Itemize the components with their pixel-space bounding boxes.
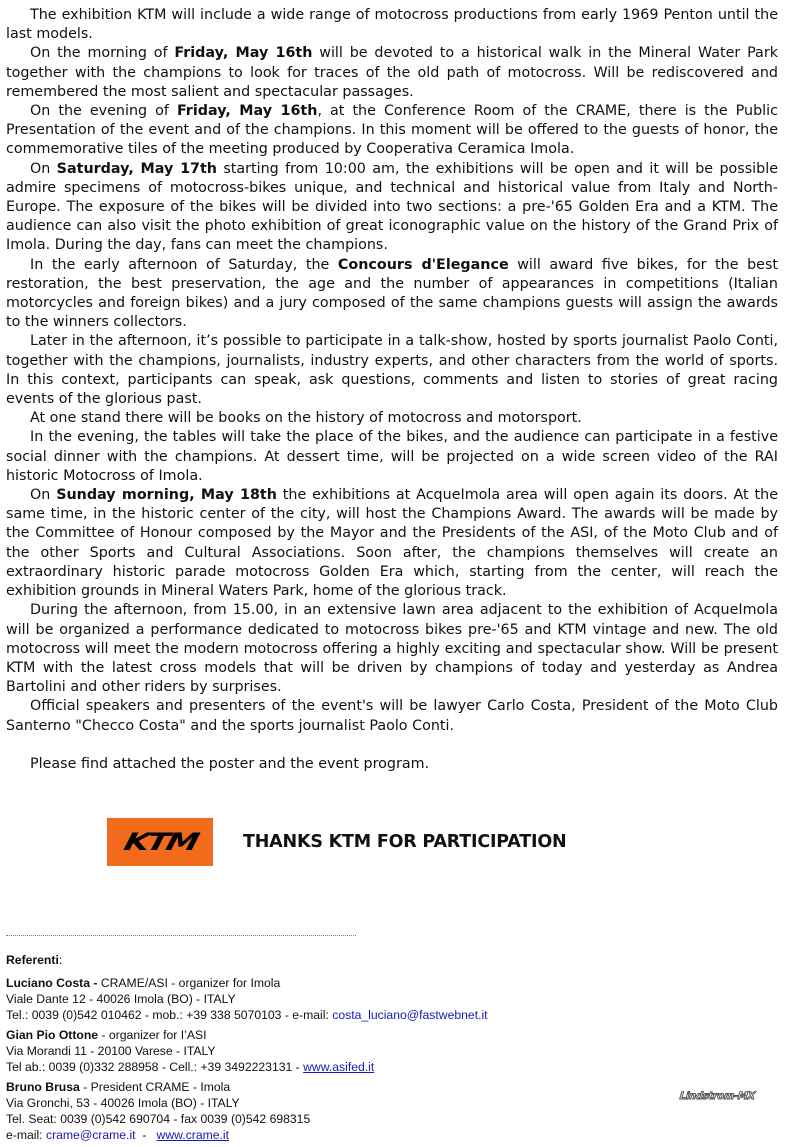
body-paragraph xyxy=(6,486,778,601)
text-run: On the morning of xyxy=(30,45,175,62)
text-run: The exhibition KTM will include a wide range of motocross productions from early 1969 Penton until the last models. xyxy=(6,7,778,43)
body-paragraph xyxy=(6,102,778,160)
contact-block-bruno-brusa xyxy=(6,1079,606,1143)
contact-name-line xyxy=(6,1027,606,1043)
thanks-row xyxy=(107,818,566,866)
lindstrom-mx-logo xyxy=(679,1084,756,1104)
body-paragraph xyxy=(6,160,778,256)
contact-phone-line xyxy=(6,1059,606,1075)
bold-phrase: Saturday, May 17th xyxy=(56,160,217,177)
text-run: At one stand there will be books on the history of motocross and motorsport. xyxy=(30,410,582,427)
body-paragraph xyxy=(6,428,778,486)
contact-name: Luciano Costa - xyxy=(6,976,101,990)
body-paragraph xyxy=(6,44,778,102)
contact-address: Via Morandi 11 - 20100 Varese - ITALY xyxy=(6,1044,216,1058)
dotted-divider xyxy=(6,935,356,936)
contact-phone-line xyxy=(6,1007,606,1023)
text-run: Later in the afternoon, it’s possible to participate in a talk-show, hosted by sports journalist Paolo Conti, together with the champions, journalists, industry experts, and other characters from the world of sports. In this context, participants can speak, ask questions, comments and listen to stories of great racing events of the glorious past. xyxy=(6,333,778,408)
contact-phone-line: Tel. Seat: 0039 (0)542 690704 - fax 0039 (0)542 698315 xyxy=(6,1112,311,1126)
text-run: will award five bikes, for the best restoration, the best preservation, the age and the number of appearances in competitions (Italian motorcycles and foreign bikes) and a jury composed of the same champions guests will assign the awards to the winners collectors. xyxy=(6,256,778,331)
contact-phones: Tel.: 0039 (0)542 010462 - mob.: +39 338 5070103 - e-mail: xyxy=(6,1008,333,1022)
text-run: On xyxy=(30,487,57,504)
text-run: On the evening of xyxy=(30,103,177,120)
bold-phrase: Friday, May 16th xyxy=(176,103,318,120)
ktm-logo-text: KTM xyxy=(120,828,200,856)
contacts-section xyxy=(6,952,606,1147)
body-paragraph xyxy=(6,697,778,735)
contact-name-line xyxy=(6,975,606,991)
contact-name: Bruno Brusa xyxy=(6,1080,80,1094)
website-link-asifed[interactable]: www.asifed.it xyxy=(303,1060,375,1074)
bold-phrase: Concours d'Elegance xyxy=(337,256,509,273)
contact-role: CRAME/ASI - organizer for Imola xyxy=(100,976,281,990)
contact-name: Gian Pio Ottone xyxy=(6,1028,99,1042)
text-run: the exhibitions at AcqueImola area will open again its doors. At the same time, in the historic center of the city, will host the Champions Award. The awards will be made by the Committee of Honour composed by the Mayor and the Presidents of the ASI, of the Moto Club and of the other Sports and Cultural Associations. Soon after, the champions themselves will create an extraordinary historic parade motocross Golden Era which, starting from the center, will reach the exhibition grounds in Mineral Waters Park, home of the glorious track. xyxy=(6,487,778,600)
contact-block-gian-pio-ottone xyxy=(6,1027,606,1075)
body-paragraph xyxy=(6,256,778,333)
text-run: , at the Conference Room of the CRAME, there is the Public Presentation of the event and of the champions. In this moment will be offered to the guests of honor, the commemorative tiles of the meeting produced by Cooperativa Ceramica Imola. xyxy=(6,103,778,158)
closing-line: Please find attached the poster and the event program. xyxy=(30,755,430,772)
contact-role: - President CRAME - Imola xyxy=(79,1080,231,1094)
referenti-colon: : xyxy=(58,953,63,967)
contact-address: Via Gronchi, 53 - 40026 Imola (BO) - ITALY xyxy=(6,1096,240,1110)
lindstrom-logo-text: Lindstrom-MX xyxy=(679,1091,756,1102)
text-run: In the evening, the tables will take the place of the bikes, and the audience can participate in a festive social dinner with the champions. At dessert time, will be projected on a wide screen video of the RAI historic Motocross of Imola. xyxy=(6,429,778,484)
text-run: On xyxy=(30,160,57,177)
bold-phrase: Sunday morning, May 18th xyxy=(56,487,277,504)
body-paragraph xyxy=(6,409,778,428)
contact-phones: Tel ab.: 0039 (0)332 288958 - Cell.: +39 3492223131 - xyxy=(6,1060,304,1074)
body-paragraph xyxy=(6,601,778,697)
text-run: During the afternoon, from 15.00, in an extensive lawn area adjacent to the exhibition of AcqueImola will be organized a performance dedicated to motocross bikes pre-'65 and KTM vintage and new. The old motocross will meet the modern motocross offering a highly exciting and spectacular show. Will be present KTM with the latest cross models that will be driven by champions of today and yesterday as Andrea Bartolini and other riders by surprises. xyxy=(6,602,778,696)
link-separator: - xyxy=(135,1128,157,1142)
thanks-heading: THANKS KTM FOR PARTICIPATION xyxy=(243,832,567,852)
contact-role: - organizer for I’ASI xyxy=(98,1028,207,1042)
bold-phrase: Friday, May 16th xyxy=(174,45,313,62)
email-link-crame[interactable]: crame@crame.it xyxy=(45,1128,136,1142)
contact-email-line xyxy=(6,1127,606,1143)
text-run: starting from 10:00 am, the exhibitions will be open and it will be possible admire specimens of motocross-bikes unique, and technical and historical value from Italy and North-Europe. The exposure of the bikes will be divided into two sections: a pre-'65 Golden Era and a KTM. The audience can also visit the photo exhibition of great iconographic value on the history of the Grand Prix of Imola. During the day, fans can meet the champions. xyxy=(6,160,778,254)
ktm-logo xyxy=(107,818,213,866)
body-text xyxy=(6,6,778,774)
email-label: e-mail: xyxy=(6,1128,46,1142)
referenti-heading xyxy=(6,952,606,968)
text-run: In the early afternoon of Saturday, the xyxy=(30,256,338,273)
text-run: will be devoted to a historical walk in the Mineral Water Park together with the champions to look for traces of the old path of motocross. Will be rediscovered and remembered the most salient and spectacular passages. xyxy=(6,45,778,100)
contact-address: Viale Dante 12 - 40026 Imola (BO) - ITALY xyxy=(6,992,236,1006)
email-link-costa[interactable]: costa_luciano@fastwebnet.it xyxy=(332,1008,488,1022)
referenti-label: Referenti xyxy=(6,953,59,967)
text-run: Official speakers and presenters of the event's will be lawyer Carlo Costa, President of the Moto Club Santerno "Checco Costa" and the sports journalist Paolo Conti. xyxy=(6,698,778,734)
contact-name-line xyxy=(6,1079,606,1095)
contact-block-luciano-costa xyxy=(6,975,606,1023)
body-paragraph xyxy=(6,332,778,409)
body-paragraph xyxy=(6,6,778,44)
website-link-crame[interactable]: www.crame.it xyxy=(156,1128,230,1142)
